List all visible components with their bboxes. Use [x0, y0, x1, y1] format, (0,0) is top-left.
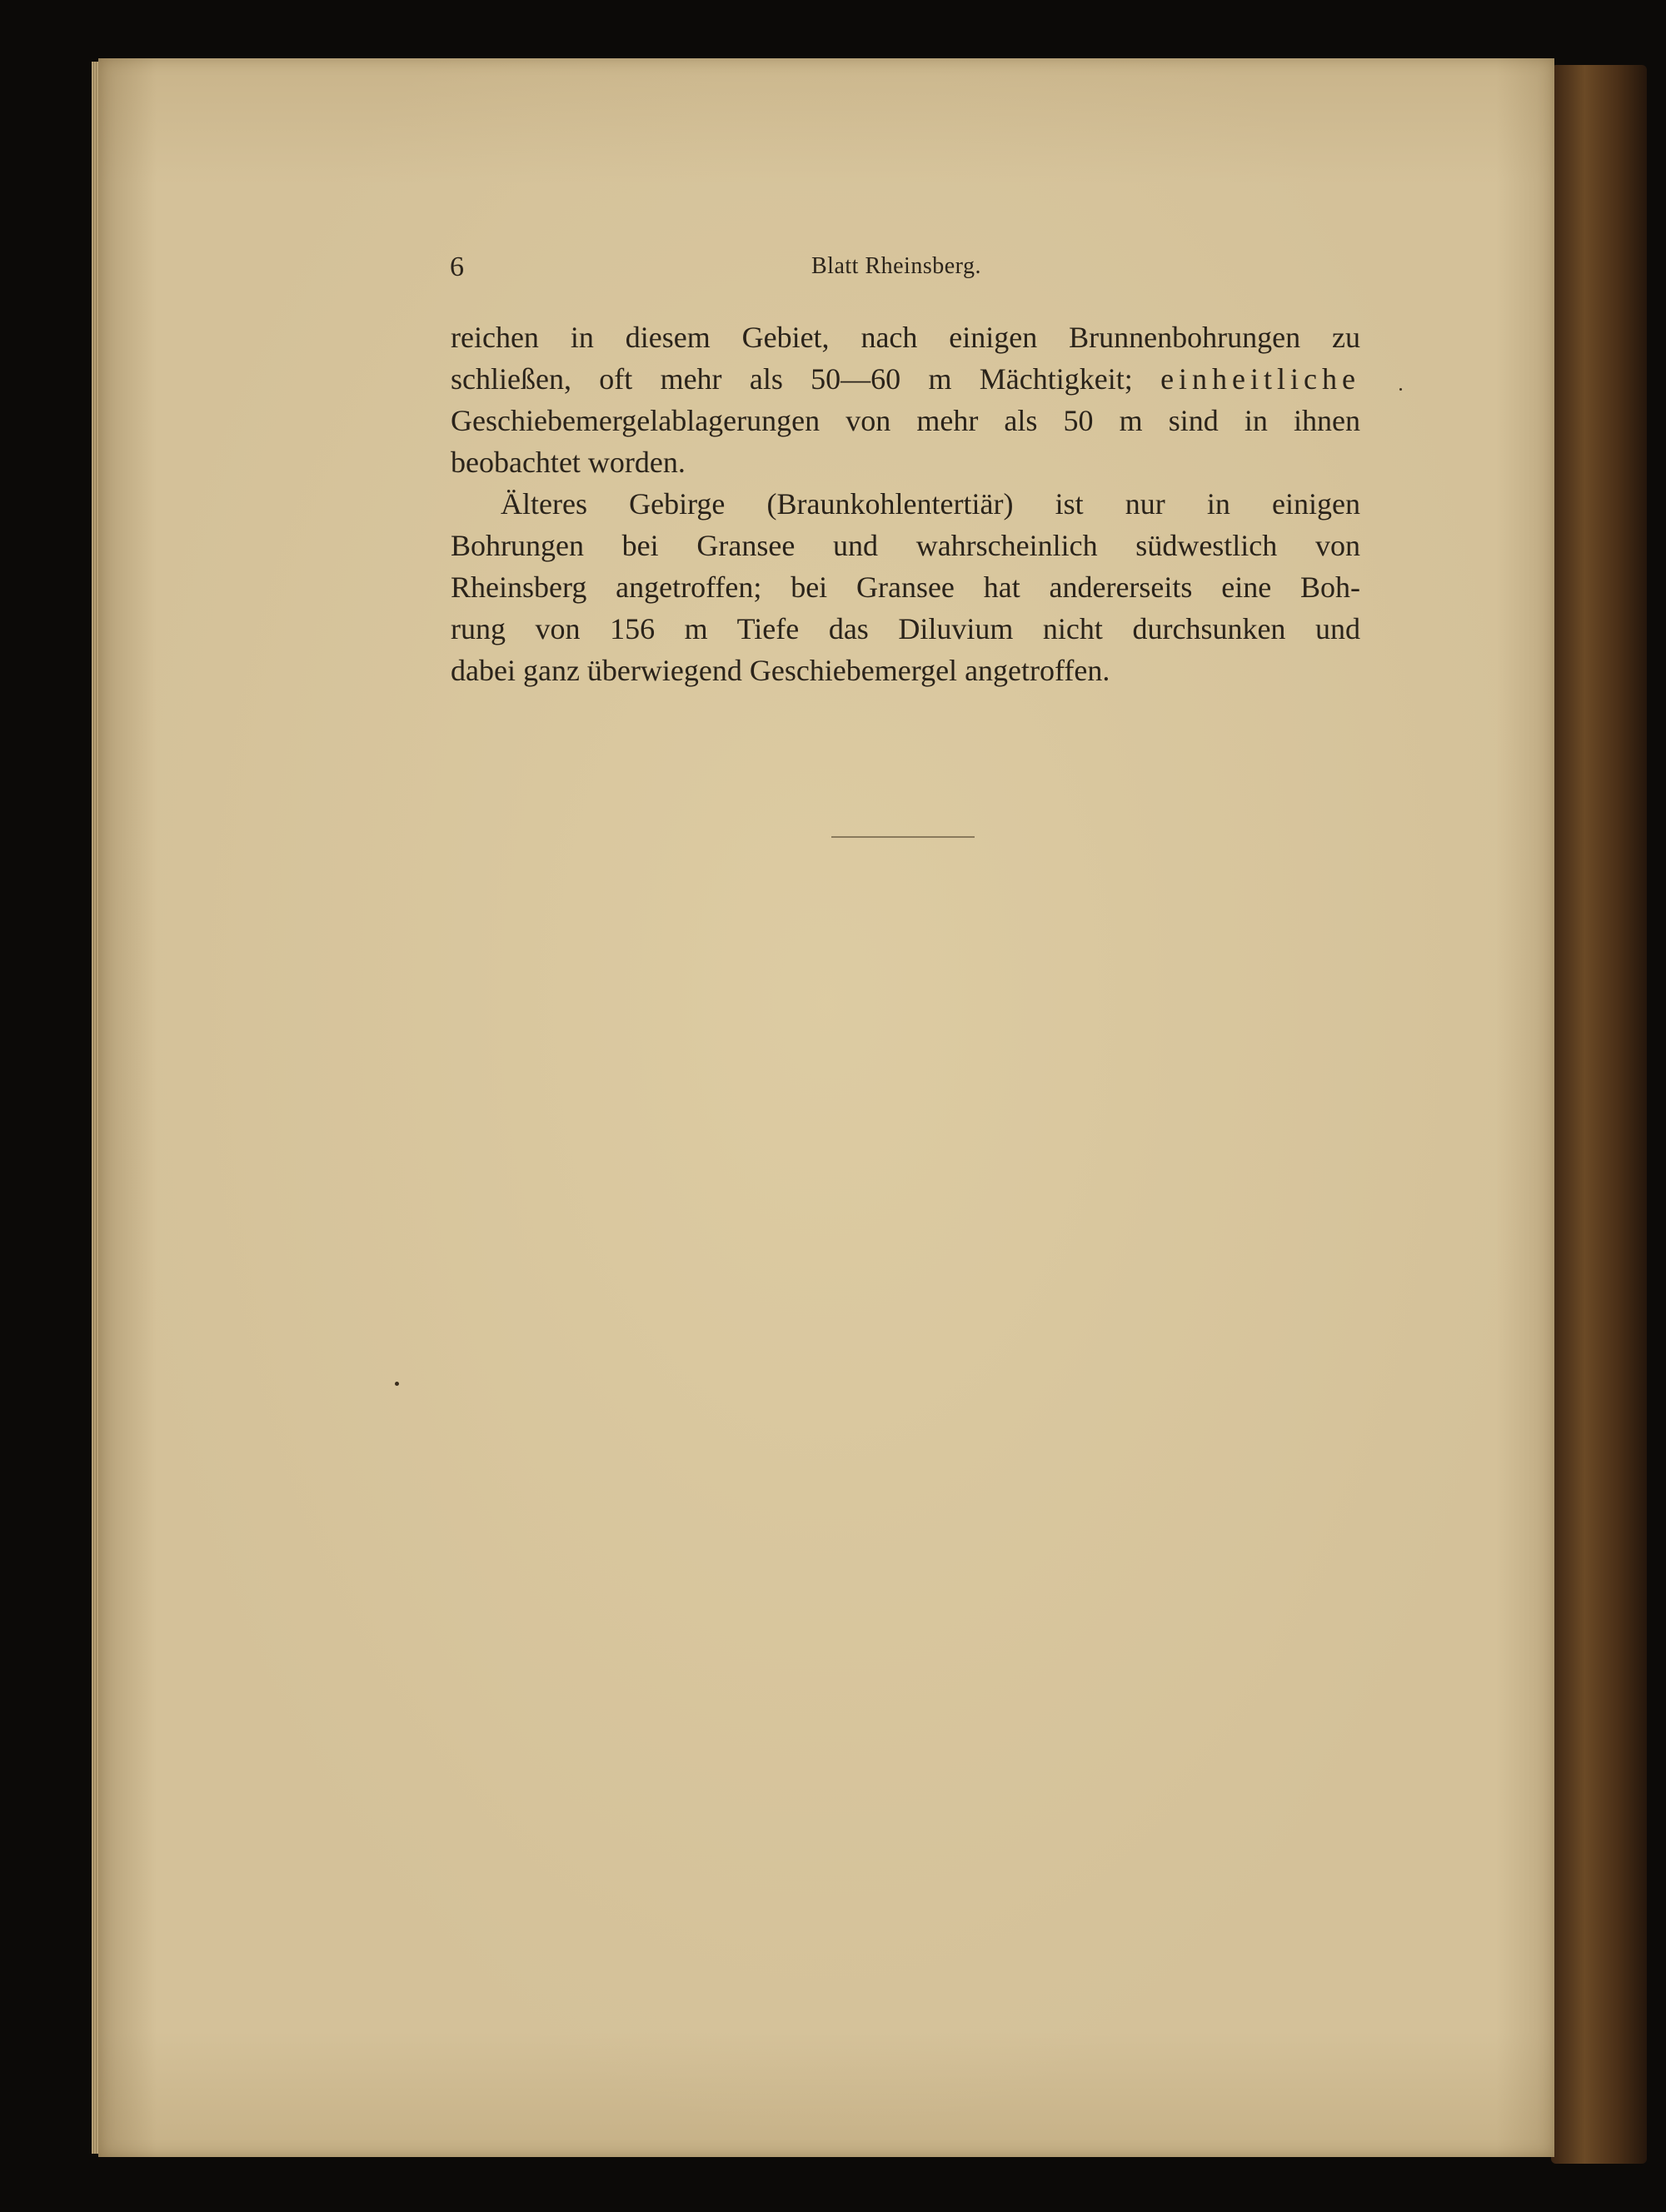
text-line: dabei ganz überwiegend Geschiebemergel angetroffen. [451, 654, 1110, 687]
page-number: 6 [450, 252, 464, 282]
text-line: Geschiebemergelablagerungen von mehr als 50 m sind in ihnen [451, 404, 1360, 437]
running-title: Blatt Rheinsberg. [811, 253, 981, 279]
text-line: Rheinsberg angetroffen; bei Gransee hat andererseits eine Boh- [451, 570, 1360, 604]
text-line: Älteres Gebirge (Braunkohlentertiär) ist nur in einigen [501, 487, 1360, 521]
text-line [451, 358, 1360, 400]
text-line: reichen in diesem Gebiet, nach einigen Brunnenbohrungen zu [451, 321, 1360, 354]
paper-speck [1399, 388, 1402, 391]
text-line: Bohrungen bei Gransee und wahrscheinlich südwestlich von [451, 529, 1360, 562]
next-page-edge [1551, 65, 1647, 2164]
end-rule-divider [831, 836, 975, 838]
text-segment: schließen, oft mehr als 50—60 m Mächtigkeit; [451, 362, 1161, 396]
text-line: rung von 156 m Tiefe das Diluvium nicht durchsunken und [451, 612, 1360, 645]
page-header [450, 252, 1366, 285]
paper-speck [395, 1382, 399, 1386]
emphasized-word: einheitliche [1160, 362, 1360, 396]
body-text [451, 316, 1360, 691]
text-line: beobachtet worden. [451, 446, 686, 479]
